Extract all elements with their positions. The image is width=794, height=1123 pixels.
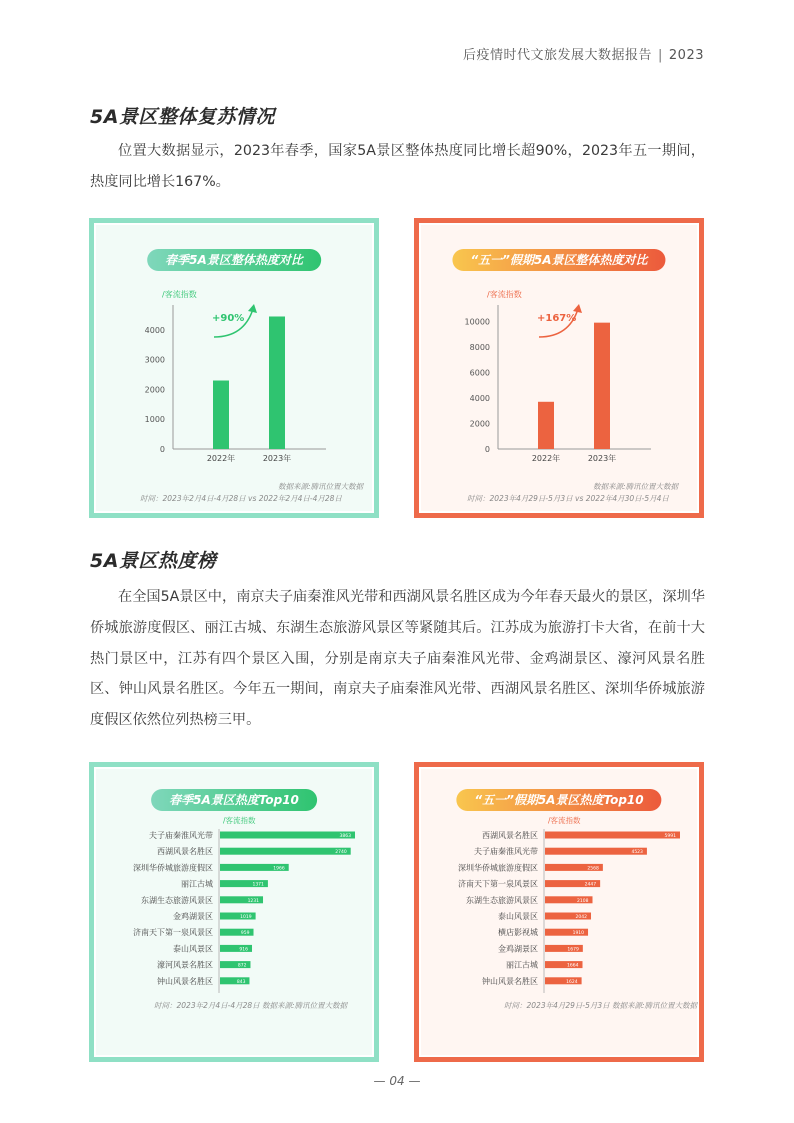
- time-mayday-compare: 时间：2023年4月29日-5月3日 vs 2022年4月30日-5月4日: [467, 494, 669, 503]
- x-tick-label: 2023年: [262, 454, 292, 463]
- paragraph-ranking: 在全国5A景区中，南京夫子庙秦淮风光带和西湖风景名胜区成为今年春天最火的景区，深圳华侨城旅游度假区、丽江古城、东湖生态旅游风景区等紧随其后。江苏成为旅游打卡大省，在前十大热门景区中，江苏有四个景区入围，分别是南京夫子庙秦淮风光带、金鸡湖景区、濠河风景名胜区、钟山风景名胜区。今年五一期间，南京夫子庙秦淮风光带、西湖风景名胜区、深圳华侨城旅游度假区依然位列热榜三甲。: [90, 589, 705, 729]
- y-tick-label: 6000: [469, 368, 490, 378]
- category-label: 东湖生态旅游风景区: [466, 895, 538, 905]
- x-tick-label: 2022年: [206, 454, 236, 463]
- y-tick-label: 0: [159, 445, 165, 454]
- value-label: 843: [236, 979, 246, 985]
- value-label: 959: [240, 931, 250, 937]
- value-label: 1371: [252, 882, 264, 888]
- category-label: 深圳华侨城旅游度假区: [458, 863, 538, 873]
- growth-arrow-head: [573, 304, 582, 313]
- category-label: 西湖风景名胜区: [157, 847, 213, 857]
- report-year: 2023: [668, 48, 704, 63]
- category-label: 东湖生态旅游风景区: [141, 895, 213, 905]
- card-spring-top10: [89, 762, 379, 1062]
- bar: [594, 323, 610, 449]
- bar: [220, 832, 355, 839]
- category-label: 泰山风景区: [498, 912, 538, 921]
- card-mayday-compare: [414, 218, 704, 518]
- y-tick-label: 3000: [144, 355, 165, 365]
- y-tick-label: 4000: [469, 393, 490, 403]
- growth-arrow-head: [248, 304, 257, 313]
- category-label: 金鸡湖景区: [173, 912, 213, 921]
- category-label: 济南天下第一泉风景区: [458, 879, 538, 889]
- value-label: 1019: [240, 915, 252, 920]
- bar: [213, 381, 229, 449]
- bar: [545, 832, 680, 839]
- value-label: 3863: [339, 834, 351, 839]
- value-label: 5991: [664, 834, 676, 839]
- card-title-spring-top10: 春季5A景区热度Top10: [151, 789, 317, 811]
- value-label: 1679: [567, 947, 579, 953]
- value-label: 1664: [567, 963, 579, 969]
- category-label: 夫子庙秦淮风光带: [474, 847, 538, 857]
- x-tick-label: 2022年: [531, 454, 561, 463]
- report-title: 后疫情时代文旅发展大数据报告: [463, 48, 653, 63]
- section-title-recovery: 5A景区整体复苏情况: [90, 106, 275, 128]
- category-label: 泰山风景区: [173, 944, 213, 954]
- category-label: 西湖风景名胜区: [482, 831, 538, 840]
- category-label: 济南天下第一泉风景区: [133, 928, 213, 938]
- paragraph-recovery: 位置大数据显示，2023年春季，国家5A景区整体热度同比增长超90%，2023年五一期间，热度同比增长167%。: [90, 143, 705, 190]
- y-tick-label: 4000: [144, 325, 165, 335]
- y-tick-label: 10000: [464, 317, 490, 327]
- x-axis-label: /客流指数: [223, 816, 256, 825]
- source-mayday-compare: 数据来源:腾讯位置大数据: [593, 482, 679, 491]
- chart-mayday-compare: [421, 225, 697, 511]
- header-separator: |: [658, 48, 663, 63]
- footer-mayday-top10: 时间：2023年4月29日-5月3日 数据来源:腾讯位置大数据: [504, 1001, 698, 1010]
- value-label: 1966: [273, 866, 285, 872]
- bar: [269, 316, 285, 449]
- value-label: 2447: [584, 882, 597, 888]
- y-axis-label: /客流指数: [162, 290, 197, 299]
- value-label: 1624: [566, 979, 578, 985]
- bar: [538, 402, 554, 449]
- category-label: 濠河风景名胜区: [157, 960, 213, 970]
- card-spring-compare: [89, 218, 379, 518]
- value-label: 1231: [247, 898, 260, 904]
- chart-mayday-top10: [421, 769, 697, 1019]
- value-label: 2740: [335, 850, 347, 856]
- value-label: 2108: [577, 898, 589, 904]
- value-label: 2568: [587, 866, 599, 872]
- value-label: 4523: [631, 850, 643, 856]
- value-label: 916: [239, 947, 249, 953]
- card-title-mayday-top10: “五一”假期5A景区热度Top10: [456, 789, 661, 811]
- x-axis-label: /客流指数: [548, 816, 581, 825]
- y-tick-label: 1000: [144, 415, 165, 425]
- y-tick-label: 8000: [469, 342, 490, 352]
- category-label: 丽江古城: [181, 879, 213, 889]
- y-tick-label: 0: [484, 445, 490, 454]
- card-title-spring-compare: 春季5A景区整体热度对比: [147, 249, 321, 271]
- category-label: 钟山风景名胜区: [157, 976, 213, 986]
- growth-annotation: +90%: [212, 313, 245, 324]
- time-spring-compare: 时间：2023年2月4日-4月28日 vs 2022年2月4日-4月28日: [140, 494, 342, 503]
- footer-spring-top10: 时间：2023年2月4日-4月28日 数据来源:腾讯位置大数据: [154, 1001, 348, 1010]
- category-label: 深圳华侨城旅游度假区: [133, 863, 213, 873]
- category-label: 横店影视城: [498, 928, 538, 938]
- value-label: 1910: [572, 931, 585, 937]
- category-label: 金鸡湖景区: [498, 944, 538, 954]
- section-title-ranking: 5A景区热度榜: [90, 550, 217, 572]
- card-mayday-top10: [414, 762, 704, 1062]
- bar: [220, 848, 351, 855]
- source-spring-compare: 数据来源:腾讯位置大数据: [278, 482, 364, 491]
- category-label: 钟山风景名胜区: [482, 976, 538, 986]
- page-number: — 04 —: [373, 1074, 421, 1088]
- chart-spring-top10: [96, 769, 372, 1019]
- y-tick-label: 2000: [144, 385, 165, 395]
- x-tick-label: 2023年: [587, 454, 617, 463]
- y-tick-label: 2000: [469, 419, 490, 429]
- page-header: [463, 44, 704, 63]
- category-label: 丽江古城: [506, 960, 538, 970]
- value-label: 2042: [575, 915, 588, 920]
- chart-spring-compare: [96, 225, 372, 511]
- category-label: 夫子庙秦淮风光带: [149, 831, 213, 840]
- card-title-mayday-compare: “五一”假期5A景区整体热度对比: [452, 249, 665, 271]
- y-axis-label: /客流指数: [487, 290, 522, 299]
- growth-annotation: +167%: [537, 313, 577, 324]
- value-label: 872: [237, 963, 247, 969]
